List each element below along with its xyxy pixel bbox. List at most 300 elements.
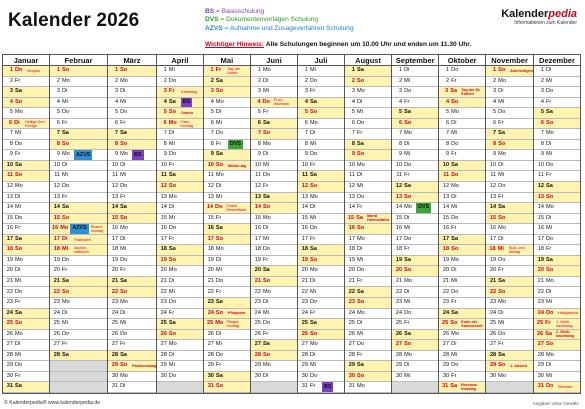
day-number: 3: [56, 88, 61, 95]
day-number: 26: [442, 330, 450, 337]
day-number: 10: [442, 161, 450, 168]
weekday-label: Di: [262, 151, 269, 158]
day-cell: [534, 119, 580, 130]
day-cell: [486, 287, 533, 298]
day-cell: [439, 203, 485, 214]
weekday-label: Fr: [168, 235, 175, 242]
weekday-label: Sa: [545, 330, 552, 337]
holiday-label: Allerheiligen: [510, 68, 533, 73]
month-header: Oktober: [439, 55, 485, 66]
weekday-label: Sa: [62, 351, 69, 358]
month-column-november: [486, 55, 534, 393]
day-cell: [50, 351, 107, 362]
day-cell: [50, 119, 107, 130]
day-number: 23: [111, 299, 119, 306]
day-cell: [3, 119, 49, 130]
day-cell: [534, 214, 580, 225]
day-cell: [486, 277, 533, 288]
month-header: Januar: [3, 55, 49, 66]
day-cell: [251, 256, 297, 267]
day-number: 26: [489, 330, 497, 337]
weekday-label: So: [120, 362, 128, 369]
day-number: 20: [301, 267, 308, 274]
day-cell: [392, 372, 438, 383]
day-number: 12: [254, 183, 261, 190]
day-number: 12: [111, 183, 119, 190]
day-number: 17: [537, 235, 544, 242]
day-cell: [50, 77, 107, 88]
weekday-label: Do: [168, 225, 177, 232]
day-number: 3: [540, 88, 544, 95]
day-number: 19: [395, 256, 403, 263]
weekday-label: Mi: [451, 351, 458, 358]
day-cell: [345, 256, 391, 267]
weekday-label: Mi: [262, 309, 269, 316]
day-number: 3: [304, 88, 308, 95]
weekday-label: Fr: [545, 172, 552, 179]
weekday-label: So: [15, 246, 23, 253]
day-number: 6: [540, 119, 544, 126]
day-number: 8: [446, 140, 450, 147]
weekday-label: Do: [120, 330, 128, 337]
holiday-label: Neujahr: [27, 68, 41, 73]
weekday-label: Mo: [309, 119, 318, 126]
weekday-label: Sa: [120, 351, 127, 358]
weekday-label: Do: [404, 161, 412, 168]
weekday-label: Mo: [545, 351, 554, 358]
weekday-label: Do: [356, 341, 365, 348]
day-number: 8: [304, 140, 308, 147]
day-number: 16: [442, 225, 450, 232]
day-number: 10: [348, 161, 355, 168]
day-cell: [345, 214, 391, 225]
day-cell: [108, 351, 156, 362]
day-cell: [392, 66, 438, 77]
day-cell: [157, 87, 203, 98]
weekday-label: Do: [15, 288, 23, 295]
weekday-label: Fr: [309, 161, 316, 168]
weekday-label: Do: [545, 88, 554, 95]
day-cell: [486, 361, 533, 372]
holiday-label: Reforma-tionstag: [461, 383, 478, 392]
day-cell: [298, 319, 344, 330]
day-number: 4: [304, 98, 308, 105]
weekday-label: Di: [62, 161, 68, 168]
day-number: 20: [537, 267, 544, 274]
logo-tagline: Informationen zum Kalender: [514, 20, 577, 26]
day-cell: [345, 351, 391, 362]
day-number: 10: [160, 161, 167, 168]
month-column-april: [157, 55, 204, 393]
day-number: 4: [257, 98, 261, 105]
day-number: 10: [53, 161, 61, 168]
day-cell: [108, 66, 156, 77]
weekday-label: Fr: [62, 119, 68, 126]
day-cell: [50, 245, 107, 256]
weekday-label: Di: [309, 277, 316, 284]
day-number: 16: [160, 225, 167, 232]
weekday-label: Mi: [215, 193, 222, 200]
day-cell: [534, 161, 580, 172]
weekday-label: Sa: [168, 98, 176, 105]
day-number: 6: [304, 119, 308, 126]
holiday-label: Fastnacht: [74, 237, 91, 242]
legend-text: = Aufnahme und Zusageverfahren Schulung: [222, 24, 354, 32]
day-number: 31: [442, 383, 449, 390]
day-number: 9: [257, 151, 261, 158]
day-number: 30: [6, 372, 13, 379]
day-cell: [486, 224, 533, 235]
day-number: 29: [395, 362, 403, 369]
weekday-label: Mi: [498, 172, 505, 179]
day-number: 21: [489, 277, 497, 284]
day-cell: [204, 309, 250, 320]
day-number: 19: [537, 256, 544, 263]
day-cell: [50, 108, 107, 119]
weekday-label: Sa: [450, 88, 458, 95]
day-cell: [204, 66, 250, 77]
weekday-label: Fr: [356, 351, 363, 358]
day-cell: [534, 235, 580, 246]
weekday-label: Sa: [450, 383, 458, 390]
holiday-label: 2. Weih-nachtstag: [556, 330, 574, 339]
day-number: 2: [210, 77, 214, 84]
weekday-label: So: [356, 151, 365, 158]
day-cell: [50, 182, 107, 193]
day-number: 24: [395, 309, 403, 316]
weekday-label: So: [356, 372, 365, 379]
weekday-label: Mi: [451, 130, 458, 137]
day-number: 27: [348, 341, 355, 348]
day-cell: [486, 182, 533, 193]
weekday-label: Mi: [309, 362, 316, 369]
weekday-label: Mo: [262, 67, 271, 74]
weekday-label: Sa: [451, 161, 458, 168]
day-cell: [345, 182, 391, 193]
day-number: 26: [111, 330, 119, 337]
day-cell: [50, 235, 107, 246]
day-cell: [345, 330, 391, 341]
day-number: 15: [207, 214, 214, 221]
day-number: 28: [348, 351, 355, 358]
day-number: 10: [6, 161, 13, 168]
day-number: 8: [257, 140, 261, 147]
day-number: 24: [6, 309, 13, 316]
day-cell: [204, 224, 250, 235]
day-number: 5: [163, 109, 167, 116]
legend-text: = Basisschulung: [214, 8, 265, 15]
day-number: 25: [254, 320, 261, 327]
day-number: 16: [52, 225, 59, 232]
weekday-label: Do: [309, 299, 318, 306]
day-number: 6: [114, 119, 119, 126]
day-number: 16: [489, 225, 497, 232]
weekday-label: Mi: [356, 109, 363, 116]
weekday-label: Sa: [309, 320, 317, 327]
day-cell: [439, 140, 485, 151]
day-number: 18: [6, 246, 13, 253]
day-cell: [392, 287, 438, 298]
day-number: 22: [254, 288, 261, 295]
weekday-label: Mi: [545, 299, 552, 306]
day-number: 16: [111, 225, 119, 232]
day-number: 11: [396, 172, 403, 179]
day-cell: [392, 150, 438, 161]
day-number: 13: [254, 193, 261, 200]
day-cell: [204, 372, 250, 383]
day-cell: [392, 161, 438, 172]
weekday-label: Fr: [451, 299, 457, 306]
day-number: 2: [163, 77, 167, 84]
day-number: 25: [207, 320, 214, 327]
month-header: März: [108, 55, 156, 66]
day-cell: [204, 140, 250, 151]
day-number: 24: [111, 309, 119, 316]
weekday-label: Di: [168, 277, 175, 284]
day-cell: [3, 277, 49, 288]
day-number: 27: [207, 341, 214, 348]
day-cell: [251, 235, 297, 246]
day-number: 2: [9, 77, 13, 84]
day-cell: [392, 214, 438, 225]
day-cell: [251, 119, 297, 130]
weekday-label: Do: [309, 225, 318, 232]
day-number: 3: [445, 88, 449, 95]
day-number: 30: [207, 372, 214, 379]
day-number: 25: [348, 320, 355, 327]
day-cell: [298, 150, 344, 161]
day-cell: [157, 351, 203, 362]
weekday-label: Di: [62, 88, 68, 95]
weekday-label: Sa: [62, 277, 69, 284]
day-cell: [157, 108, 203, 119]
legend: [205, 8, 354, 33]
day-number: 23: [6, 299, 13, 306]
day-cell: [392, 235, 438, 246]
weekday-label: Do: [498, 256, 506, 263]
day-number: 13: [442, 193, 450, 200]
day-number: 28: [301, 351, 308, 358]
day-number: 25: [301, 320, 308, 327]
day-cell: [486, 245, 533, 256]
day-number: 18: [53, 246, 61, 253]
day-cell: [439, 150, 485, 161]
day-cell: [3, 224, 49, 235]
weekday-label: So: [545, 341, 554, 348]
weekday-label: Do: [309, 77, 318, 84]
weekday-label: Mi: [120, 320, 126, 327]
day-cell: [298, 224, 344, 235]
day-number: 21: [207, 277, 214, 284]
day-cell: [345, 319, 391, 330]
weekday-label: Di: [451, 267, 457, 274]
day-cell: [50, 66, 107, 77]
weekday-label: So: [215, 309, 224, 316]
day-cell: [392, 193, 438, 204]
weekday-label: Do: [498, 330, 506, 337]
day-number: 28: [489, 351, 497, 358]
day-cell: [486, 140, 533, 151]
day-cell: [251, 87, 297, 98]
weekday-label: Sa: [404, 109, 411, 116]
day-cell: [3, 108, 49, 119]
logo-brand: Kalenderpedia: [501, 8, 577, 20]
day-cell: [157, 319, 203, 330]
day-cell: [50, 319, 107, 330]
weekday-label: Do: [215, 130, 224, 137]
day-number: 25: [395, 320, 403, 327]
day-number: 3: [210, 88, 214, 95]
day-number: 22: [207, 288, 214, 295]
weekday-label: Di: [262, 372, 269, 379]
day-cell: [157, 203, 203, 214]
day-number: 18: [395, 246, 403, 253]
day-number: 2: [399, 77, 403, 84]
day-cell: [251, 66, 297, 77]
day-cell: [108, 150, 156, 161]
weekday-label: Mi: [62, 172, 68, 179]
day-number: 28: [6, 351, 13, 358]
day-cell: [50, 98, 107, 109]
day-number: 7: [9, 130, 13, 137]
weekday-label: Fr: [168, 88, 175, 95]
day-cell: [534, 203, 580, 214]
day-number: 17: [160, 235, 167, 242]
weekday-label: Di: [356, 98, 363, 105]
day-cell: [204, 77, 250, 88]
day-cell: [392, 277, 438, 288]
day-cell: [439, 245, 485, 256]
day-cell: [298, 193, 344, 204]
day-cell: [157, 77, 203, 88]
day-cell: [3, 245, 49, 256]
weekday-label: Do: [498, 109, 506, 116]
day-cell: [251, 182, 297, 193]
day-number: 21: [301, 277, 308, 284]
weekday-label: Mo: [120, 225, 128, 232]
weekday-label: So: [62, 288, 70, 295]
weekday-label: So: [498, 214, 506, 221]
weekday-label: Do: [262, 246, 271, 253]
weekday-label: Mi: [168, 362, 175, 369]
weekday-label: So: [309, 256, 318, 263]
weekday-label: Mo: [404, 130, 412, 137]
day-number: 15: [254, 214, 261, 221]
weekday-label: Do: [309, 372, 318, 379]
day-number: 6: [446, 119, 450, 126]
day-cell: [157, 277, 203, 288]
weekday-label: Mi: [309, 214, 316, 221]
weekday-label: Mi: [451, 277, 458, 284]
day-cell: [392, 361, 438, 372]
weekday-label: Do: [309, 151, 318, 158]
day-cell: [204, 235, 250, 246]
weekday-label: Fr: [168, 309, 175, 316]
holiday-label: 1. Weih-nachtstag: [556, 319, 573, 328]
weekday-label: Fr: [262, 330, 269, 337]
day-cell: [534, 66, 580, 77]
day-number: 29: [160, 362, 167, 369]
day-cell: [157, 98, 203, 109]
day-number: 5: [9, 109, 13, 116]
weekday-label: Do: [62, 256, 70, 263]
weekday-label: So: [404, 119, 412, 126]
day-number: 3: [257, 88, 261, 95]
day-cell: [392, 87, 438, 98]
day-number: 7: [304, 130, 308, 137]
day-number: 28: [254, 351, 261, 358]
empty-day-cell: [392, 382, 438, 393]
weekday-label: So: [215, 383, 224, 390]
day-number: 18: [489, 246, 496, 253]
weekday-label: Do: [120, 109, 128, 116]
weekday-label: Di: [120, 88, 126, 95]
day-number: 24: [301, 309, 308, 316]
day-cell: [50, 287, 107, 298]
day-number: 3: [163, 88, 167, 95]
day-cell: [439, 330, 485, 341]
day-cell: [3, 214, 49, 225]
weekday-label: Di: [62, 309, 68, 316]
holiday-label: Ascher-mittwoch: [74, 246, 89, 255]
day-cell: [392, 98, 438, 109]
day-cell: [3, 351, 49, 362]
day-cell: [298, 309, 344, 320]
weekday-label: Fr: [120, 119, 126, 126]
legend-code: BS: [205, 8, 215, 15]
day-cell: [251, 150, 297, 161]
weekday-label: So: [404, 193, 412, 200]
day-number: 17: [395, 235, 403, 242]
course-badge-azvs: AZVS: [70, 224, 88, 234]
day-number: 22: [489, 288, 497, 295]
notice-label: Wichtiger Hinweis:: [205, 41, 264, 48]
day-cell: [534, 77, 580, 88]
weekday-label: Mi: [498, 320, 505, 327]
day-cell: [108, 119, 156, 130]
weekday-label: Mo: [62, 299, 70, 306]
day-number: 21: [254, 277, 261, 284]
day-cell: [345, 287, 391, 298]
day-cell: [345, 150, 391, 161]
day-number: 24: [348, 309, 355, 316]
weekday-label: Mi: [451, 204, 458, 211]
day-cell: [204, 319, 250, 330]
weekday-label: So: [15, 172, 23, 179]
day-cell: [3, 87, 49, 98]
weekday-label: Do: [120, 183, 128, 190]
day-cell: [345, 77, 391, 88]
day-cell: [298, 245, 344, 256]
day-cell: [251, 361, 297, 372]
day-cell: [3, 235, 49, 246]
month-header: Juni: [251, 55, 297, 66]
day-cell: [298, 298, 344, 309]
day-number: 15: [301, 214, 308, 221]
weekday-label: Fr: [262, 109, 269, 116]
weekday-label: Fr: [451, 151, 457, 158]
day-cell: [486, 119, 533, 130]
weekday-label: Mo: [309, 341, 318, 348]
day-cell: [439, 108, 485, 119]
day-cell: [392, 129, 438, 140]
day-cell: [439, 66, 485, 77]
weekday-label: Mi: [309, 288, 316, 295]
day-cell: [534, 256, 580, 267]
day-number: 13: [53, 193, 61, 200]
day-number: 17: [254, 235, 261, 242]
weekday-label: So: [498, 67, 506, 74]
